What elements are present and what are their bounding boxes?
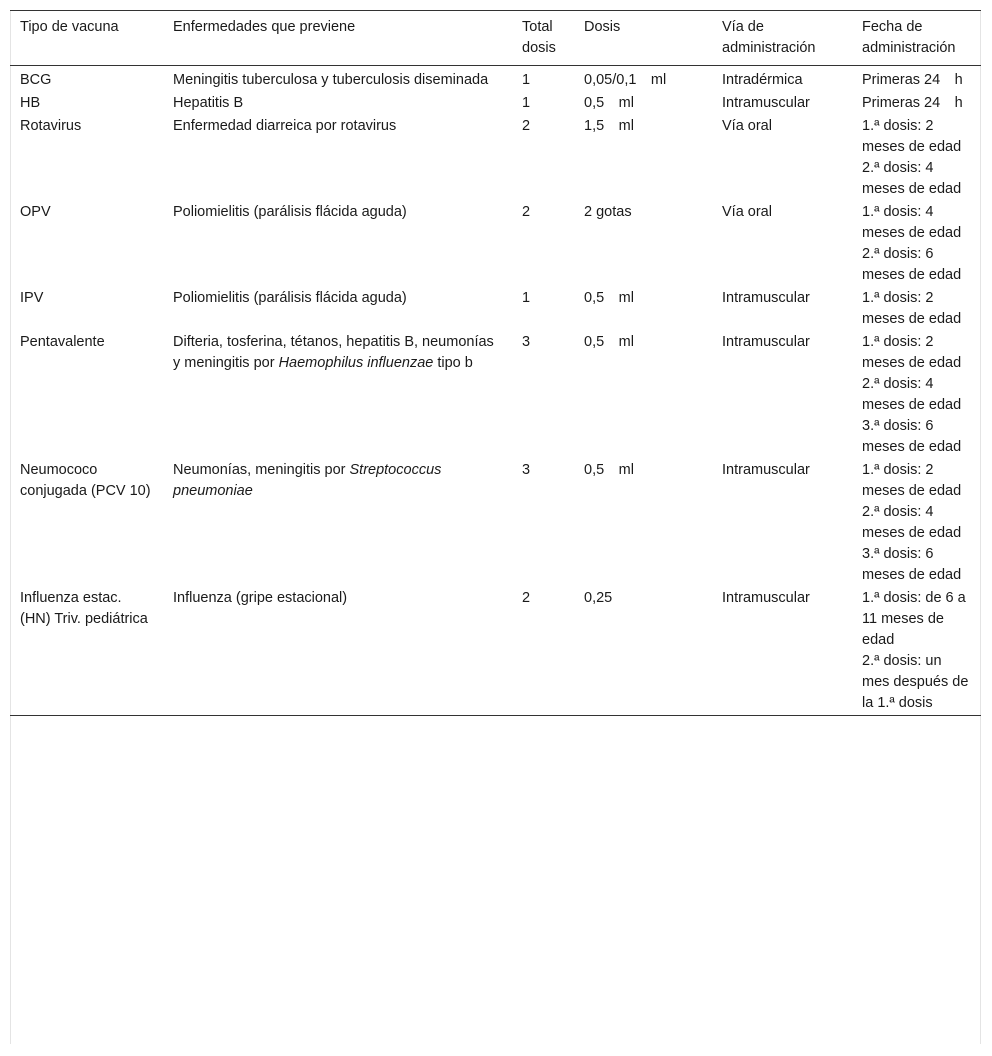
species-name: Streptococcus pneumoniae [173, 462, 442, 499]
table-row [10, 287, 981, 331]
fecha-line: 1.ª dosis: 4 meses de edad 2.ª dosis: 6 meses de edad [862, 204, 962, 283]
header-row [10, 11, 981, 66]
cell-fecha [852, 115, 981, 201]
cell-fecha [852, 66, 981, 93]
cell-enfermedades: Enfermedad diarreica por rotavirus [173, 118, 397, 134]
cell-enfermedades: Influenza (gripe estacional) [173, 590, 348, 606]
fecha-line: 1.ª dosis: 2 meses de edad [862, 462, 962, 499]
cell-total: 1 [522, 290, 531, 306]
cell-enfermedades [163, 459, 512, 587]
table-row [10, 459, 981, 587]
fecha-line: 2.ª dosis: un mes después de la 1.ª dosis [862, 653, 969, 711]
header-tipo: Tipo de vacuna [20, 19, 119, 35]
cell-total: 2 [522, 590, 531, 606]
cell-dosis: 0,5 ml [584, 462, 634, 478]
cell-tipo: Rotavirus [20, 118, 82, 134]
table-row [10, 201, 981, 287]
cell-enfermedades: Meningitis tuberculosa y tuberculosis diseminada [173, 72, 489, 88]
cell-via: Intramuscular [722, 290, 810, 306]
table-row [10, 331, 981, 459]
header-total-dosis: Total dosis [522, 19, 556, 56]
cell-dosis: 2 gotas [584, 204, 632, 220]
cell-via: Intramuscular [722, 590, 810, 606]
cell-dosis: 0,5 ml [584, 95, 634, 111]
cell-total: 1 [522, 95, 531, 111]
cell-dosis: 0,25 [584, 590, 613, 606]
enfermedades-text: Neumonías, meningitis por [173, 462, 350, 478]
table-row [10, 66, 981, 93]
header-fecha: Fecha de administración [862, 19, 956, 56]
fecha-line: 1.ª dosis: 2 meses de edad [862, 334, 962, 371]
fecha-line: 1.ª dosis: 2 meses de edad [862, 118, 962, 155]
cell-via: Vía oral [722, 118, 772, 134]
header-enfermedades: Enfermedades que previene [173, 19, 356, 35]
table-row [10, 115, 981, 201]
cell-dosis: 0,05/0,1 ml [584, 72, 667, 88]
cell-fecha [852, 459, 981, 587]
cell-via: Intradérmica [722, 72, 803, 88]
vaccine-table [10, 10, 981, 716]
cell-via: Intramuscular [722, 462, 810, 478]
header-dosis: Dosis [584, 19, 621, 35]
cell-total: 2 [522, 118, 531, 134]
cell-dosis: 1,5 ml [584, 118, 634, 134]
cell-fecha [852, 587, 981, 716]
cell-tipo: IPV [20, 290, 44, 306]
cell-tipo: Pentavalente [20, 334, 105, 350]
cell-total: 1 [522, 72, 531, 88]
fecha-line: Primeras 24 h [862, 72, 963, 88]
table-row [10, 92, 981, 115]
table-row [10, 587, 981, 716]
fecha-line: 2.ª dosis: 4 meses de edad [862, 504, 962, 541]
cell-enfermedades [163, 331, 512, 459]
fecha-line: 2.ª dosis: 4 meses de edad [862, 376, 962, 413]
cell-via: Vía oral [722, 204, 772, 220]
enfermedades-text: tipo b [433, 355, 473, 371]
cell-total: 3 [522, 334, 531, 350]
cell-fecha [852, 92, 981, 115]
cell-tipo: HB [20, 95, 41, 111]
cell-dosis: 0,5 ml [584, 334, 634, 350]
fecha-line: 1.ª dosis: de 6 a 11 meses de edad [862, 590, 966, 648]
cell-dosis: 0,5 ml [584, 290, 634, 306]
cell-tipo: Neumococo conjugada (PCV 10) [20, 462, 151, 499]
cell-fecha [852, 331, 981, 459]
enfermedades-text: Difteria, tosferina, tétanos, hepatitis B, neumonías y meningitis por [173, 334, 494, 371]
cell-fecha [852, 287, 981, 331]
header-via: Vía de administración [722, 19, 816, 56]
fecha-line: 1.ª dosis: 2 meses de edad [862, 290, 962, 327]
cell-total: 2 [522, 204, 531, 220]
cell-fecha [852, 201, 981, 287]
fecha-line: 2.ª dosis: 4 meses de edad [862, 160, 962, 197]
cell-enfermedades: Hepatitis B [173, 95, 244, 111]
species-name: Haemophilus influenzae [278, 355, 434, 371]
cell-enfermedades: Poliomielitis (parálisis flácida aguda) [173, 204, 407, 220]
cell-enfermedades: Poliomielitis (parálisis flácida aguda) [173, 290, 407, 306]
fecha-line: 3.ª dosis: 6 meses de edad [862, 546, 962, 583]
fecha-line: 3.ª dosis: 6 meses de edad [862, 418, 962, 455]
cell-total: 3 [522, 462, 531, 478]
cell-tipo: BCG [20, 72, 52, 88]
cell-tipo: Influenza estac. (HN) Triv. pediátrica [20, 590, 148, 627]
fecha-line: Primeras 24 h [862, 95, 963, 111]
cell-via: Intramuscular [722, 95, 810, 111]
cell-tipo: OPV [20, 204, 51, 220]
cell-via: Intramuscular [722, 334, 810, 350]
